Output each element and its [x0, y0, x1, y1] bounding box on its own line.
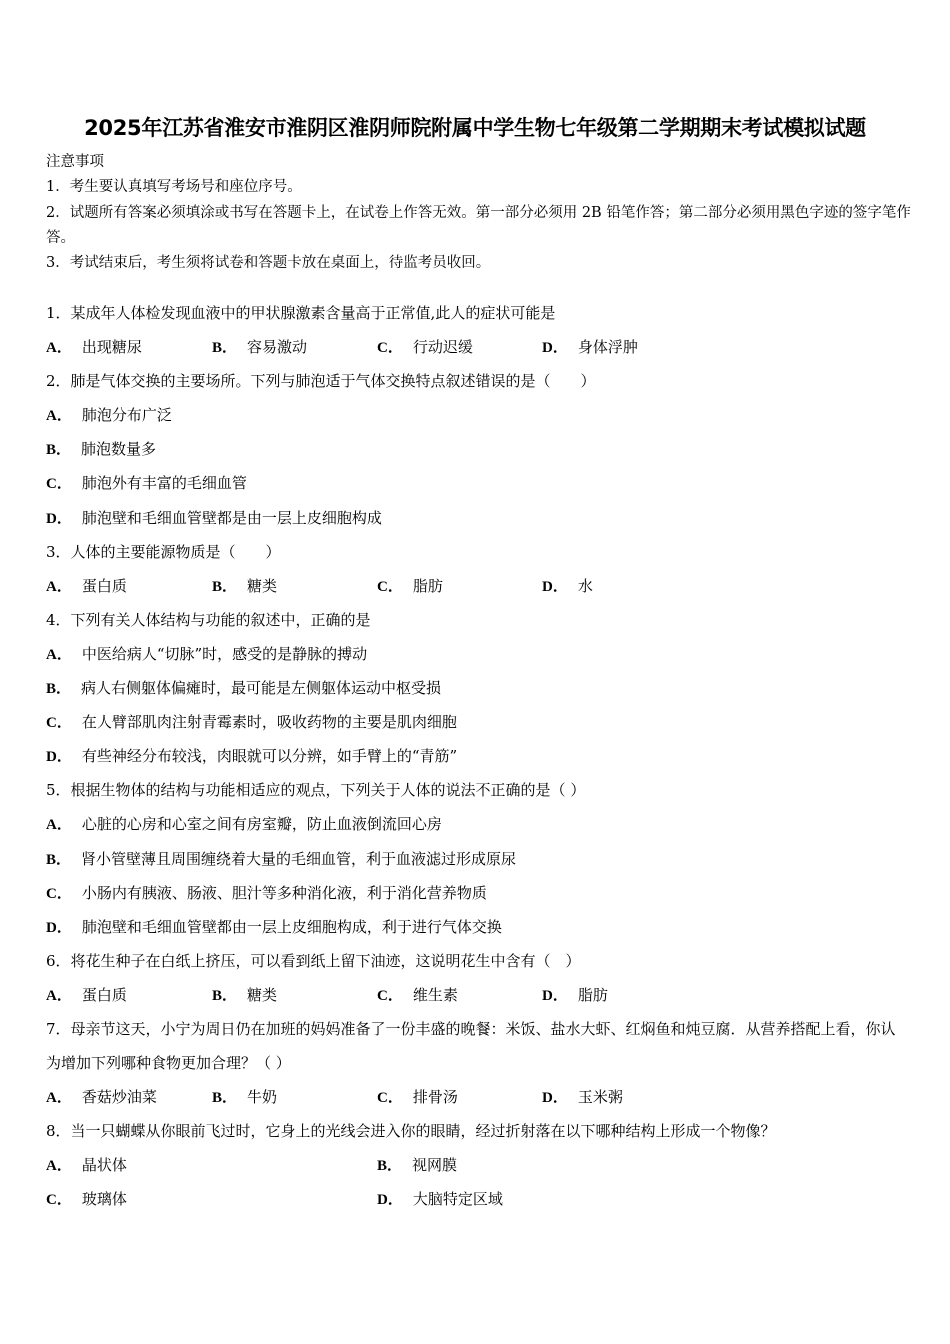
option-A	[46, 978, 127, 1013]
options-row	[46, 705, 908, 739]
option-letter: D．	[542, 1090, 568, 1107]
options-row	[46, 910, 908, 944]
option-text: 脂肪	[577, 985, 608, 1004]
option-text: 蛋白质	[81, 576, 127, 595]
option-text: 水	[577, 576, 593, 595]
option-text: 肾小管壁薄且周围缠绕着大量的毛细血管，利于血液滤过形成原尿	[81, 849, 517, 868]
options-row	[46, 398, 908, 432]
option-letter: A．	[46, 340, 72, 357]
page-title: 2025年江苏省淮安市淮阴区淮阴师院附属中学生物七年级第二学期期末考试模拟试题	[84, 116, 866, 140]
options-row	[46, 330, 908, 364]
option-letter: D．	[46, 919, 72, 936]
question-5	[46, 773, 908, 943]
option-B	[212, 330, 307, 365]
question-stem: 4．下列有关人体结构与功能的叙述中，正确的是	[46, 610, 371, 629]
option-text: 身体浮肿	[577, 338, 638, 357]
options-row	[46, 671, 908, 705]
question-stem: 6．将花生种子在白纸上挤压，可以看到纸上留下油迹，这说明花生中含有（ ）	[46, 951, 581, 970]
options-row	[46, 1080, 908, 1114]
option-text: 晶状体	[81, 1156, 127, 1175]
option-D	[46, 501, 382, 536]
options-row	[46, 842, 908, 876]
option-B	[212, 569, 277, 604]
option-B	[212, 978, 277, 1013]
option-A	[46, 398, 172, 433]
option-text: 出现糖尿	[81, 338, 142, 357]
question-1	[46, 296, 908, 364]
option-C	[377, 1080, 458, 1115]
notes-section	[46, 150, 911, 276]
option-letter: A．	[46, 817, 72, 834]
option-letter: A．	[46, 408, 72, 425]
option-letter: C．	[46, 476, 72, 493]
option-letter: C．	[377, 578, 403, 595]
option-letter: D．	[46, 510, 72, 527]
option-letter: A．	[46, 1090, 72, 1107]
option-text: 肺泡外有丰富的毛细血管	[81, 474, 247, 493]
option-D	[542, 330, 638, 365]
option-letter: B．	[377, 1158, 403, 1175]
option-text: 脂肪	[412, 576, 443, 595]
option-text: 肺泡壁和毛细血管壁都是由一层上皮细胞构成	[81, 508, 382, 527]
questions-list	[46, 296, 908, 1217]
option-D	[542, 1080, 623, 1115]
question-8	[46, 1114, 908, 1216]
question-3	[46, 535, 908, 603]
option-letter: D．	[46, 749, 72, 766]
option-A	[46, 807, 442, 842]
option-C	[377, 569, 443, 604]
option-letter: B．	[212, 578, 238, 595]
option-text: 行动迟缓	[412, 338, 473, 357]
option-text: 小肠内有胰液、肠液、胆汁等多种消化液，利于消化营养物质	[81, 883, 487, 902]
question-stem: 2．肺是气体交换的主要场所。下列与肺泡适于气体交换特点叙述错误的是（ ）	[46, 372, 596, 391]
option-letter: C．	[46, 1192, 72, 1209]
option-letter: A．	[46, 1158, 72, 1175]
option-text: 中医给病人“切脉”时，感受的是静脉的搏动	[81, 644, 368, 663]
note-item: 1．考生要认真填写考场号和座位序号。	[46, 179, 302, 196]
option-letter: D．	[542, 987, 568, 1004]
options-row	[46, 637, 908, 671]
option-A	[46, 1148, 127, 1183]
option-letter: C．	[46, 715, 72, 732]
option-A	[46, 569, 127, 604]
option-C	[46, 705, 457, 740]
option-text: 心脏的心房和心室之间有房室瓣，防止血液倒流回心房	[81, 815, 442, 834]
option-D	[46, 739, 457, 774]
option-letter: B．	[46, 851, 72, 868]
option-letter: C．	[46, 885, 72, 902]
option-text: 维生素	[412, 985, 458, 1004]
option-C	[377, 330, 473, 365]
option-text: 在人臂部肌肉注射青霉素时，吸收药物的主要是肌肉细胞	[81, 713, 457, 732]
option-D	[377, 1182, 503, 1217]
option-letter: B．	[212, 1090, 238, 1107]
question-stem: 7．母亲节这天，小宁为周日仍在加班的妈妈准备了一份丰盛的晚餐：米饭、盐水大虾、红焖鱼和炖豆腐．从营养搭配上看，你认为增加下列哪种食物更加合理？（ ）	[46, 1019, 896, 1073]
option-A	[46, 1080, 157, 1115]
options-row	[46, 807, 908, 841]
option-letter: C．	[377, 1090, 403, 1107]
option-text: 肺泡分布广泛	[81, 406, 172, 425]
option-B	[46, 842, 516, 877]
option-text: 玻璃体	[81, 1190, 127, 1209]
option-C	[46, 876, 487, 911]
options-row	[46, 739, 908, 773]
option-text: 大脑特定区域	[412, 1190, 503, 1209]
option-text: 视网膜	[412, 1156, 458, 1175]
option-A	[46, 637, 367, 672]
option-letter: A．	[46, 987, 72, 1004]
option-letter: B．	[46, 442, 72, 459]
option-B	[46, 432, 156, 467]
question-stem: 8．当一只蝴蝶从你眼前飞过时，它身上的光线会进入你的眼睛，经过折射落在以下哪种结构上形成一个物像？	[46, 1122, 776, 1141]
option-D	[542, 978, 608, 1013]
note-item: 3．考试结束后，考生须将试卷和答题卡放在桌面上，待监考员收回。	[46, 255, 491, 272]
options-row	[46, 432, 908, 466]
option-text: 糖类	[247, 985, 278, 1004]
question-4	[46, 603, 908, 773]
question-stem: 3．人体的主要能源物质是（ ）	[46, 542, 281, 561]
option-C	[377, 978, 458, 1013]
option-letter: A．	[46, 578, 72, 595]
option-text: 牛奶	[247, 1088, 278, 1107]
option-letter: C．	[377, 340, 403, 357]
option-text: 香菇炒油菜	[81, 1088, 157, 1107]
option-B	[46, 671, 441, 706]
options-row	[46, 501, 908, 535]
option-letter: C．	[377, 987, 403, 1004]
option-letter: B．	[212, 340, 238, 357]
option-text: 排骨汤	[412, 1088, 458, 1107]
option-letter: A．	[46, 646, 72, 663]
option-letter: B．	[46, 681, 72, 698]
option-text: 肺泡数量多	[81, 440, 157, 459]
question-6	[46, 944, 908, 1012]
option-letter: B．	[212, 987, 238, 1004]
options-row	[46, 876, 908, 910]
option-text: 糖类	[247, 576, 278, 595]
option-letter: D．	[377, 1192, 403, 1209]
question-7	[46, 1012, 908, 1114]
option-text: 容易激动	[247, 338, 308, 357]
option-text: 玉米粥	[577, 1088, 623, 1107]
option-C	[46, 1182, 127, 1217]
option-D	[542, 569, 593, 604]
option-letter: D．	[542, 340, 568, 357]
option-A	[46, 330, 142, 365]
option-letter: D．	[542, 578, 568, 595]
question-stem: 1．某成年人体检发现血液中的甲状腺激素含量高于正常值,此人的症状可能是	[46, 304, 556, 322]
option-B	[212, 1080, 277, 1115]
options-row	[46, 569, 908, 603]
option-B	[377, 1148, 457, 1183]
option-C	[46, 466, 247, 501]
question-2	[46, 364, 908, 534]
notes-heading: 注意事项	[46, 154, 104, 170]
options-row	[46, 466, 908, 500]
option-text: 有些神经分布较浅，肉眼就可以分辨，如手臂上的“青筋”	[81, 747, 458, 766]
options-row	[46, 1182, 908, 1216]
option-text: 肺泡壁和毛细血管壁都由一层上皮细胞构成，利于进行气体交换	[81, 917, 502, 936]
note-item: 2．试题所有答案必须填涂或书写在答题卡上，在试卷上作答无效。第一部分必须用 2B 铅笔作答；第二部分必须用黑色字迹的签字笔作答。	[46, 204, 911, 246]
options-row	[46, 1148, 908, 1182]
option-text: 蛋白质	[81, 985, 127, 1004]
options-row	[46, 978, 908, 1012]
option-D	[46, 910, 502, 945]
option-text: 病人右侧躯体偏瘫时，最可能是左侧躯体运动中枢受损	[81, 679, 442, 698]
question-stem: 5．根据生物体的结构与功能相适应的观点，下列关于人体的说法不正确的是（ ）	[46, 781, 586, 800]
